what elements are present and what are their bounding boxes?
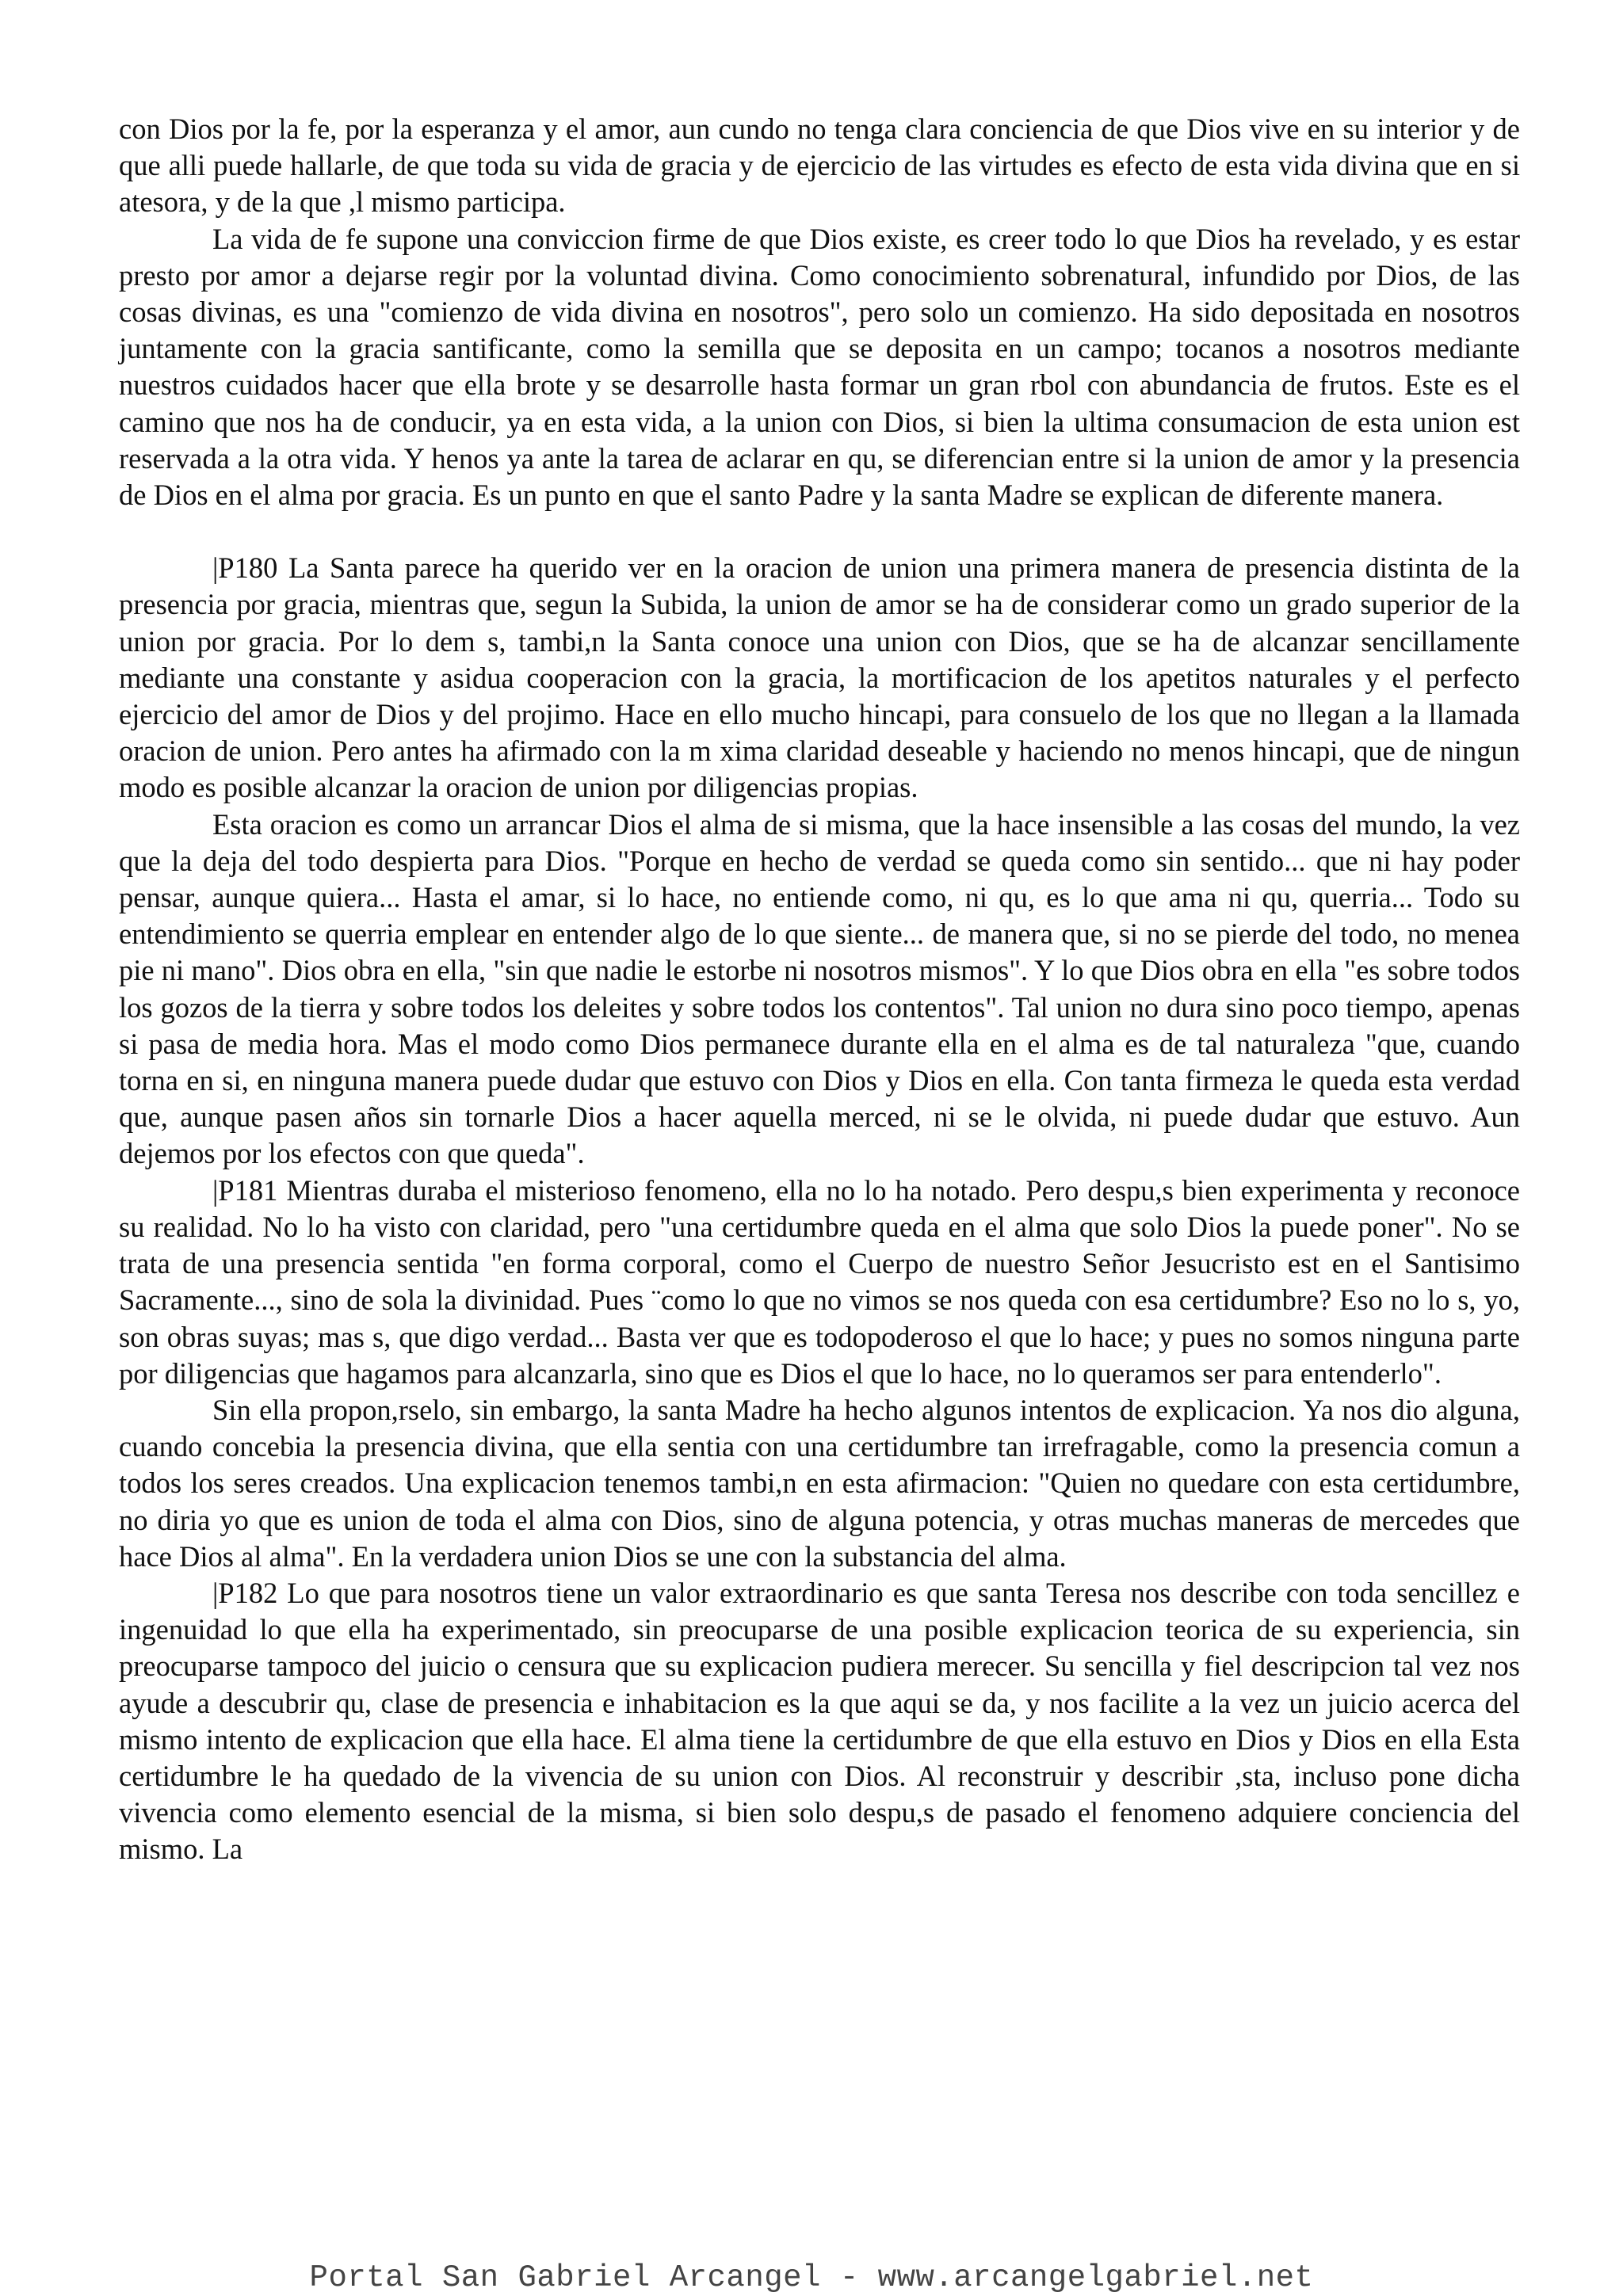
paragraph: La vida de fe supone una conviccion firme de que Dios existe, es creer todo lo que Dios ha revelado, y es estar presto por amor a dejarse regir por la voluntad divina. Como conocimiento sobrenatural, infundido por Dios, de las cosas divinas, es una "comienzo de vida divina en nosotros", pero solo un comienzo. Ha sido depositada en nosotros juntamente con la gracia santificante, como la semilla que se deposita en un campo; tocanos a nosotros mediante nuestros cuidados hacer que ella brote y se desarrolle hasta formar un gran rbol con abundancia de frutos. Este es el camino que nos ha de conducir, ya en esta vida, a la union con Dios, si bien la ultima consumacion de esta union est reservada a la otra vida. Y henos ya ante la tarea de aclarar en qu, se diferencian entre si la union de amor y la presencia de Dios en el alma por gracia. Es un punto en que el santo Padre y la santa Madre se explican de diferente manera.: [119, 222, 1520, 512]
paragraph: |P182 Lo que para nosotros tiene un valor extraordinario es que santa Teresa nos describe con toda sencillez e ingenuidad lo que ella ha experimentado, sin preocuparse de una posible explicacion teorica de su experiencia, sin preocuparse tampoco del juicio o censura que su explicacion pudiera merecer. Su sencilla y fiel descripcion tal vez nos ayude a descubrir qu, clase de presencia e inhabitacion es la que aqui se da, y nos facilite a la vez un juicio acerca del mismo intento de explicacion que ella hace. El alma tiene la certidumbre de que ella estuvo en Dios y Dios en ella Esta certidumbre le ha quedado de la vivencia de su union con Dios. Al reconstruir y describir ,sta, incluso pone dicha vivencia como elemento esencial de la misma, si bien solo despu,s de pasado el fenomeno adquiere conciencia del mismo. La: [119, 1576, 1520, 1866]
paragraph: |P180 La Santa parece ha querido ver en la oracion de union una primera manera de presencia distinta de la presencia por gracia, mientras que, segun la Subida, la union de amor se ha de considerar como un grado superior de la union por gracia. Por lo dem s, tambi,n la Santa conoce una union con Dios, que se ha de alcanzar sencillamente mediante una constante y asidua cooperacion con la gracia, la mortificacion de los apetitos naturales y el perfecto ejercicio del amor de Dios y del projimo. Hace en ello mucho hincapi, para consuelo de los que no llegan a la llamada oracion de union. Pero antes ha afirmado con la m xima claridad deseable y haciendo no menos hincapi, que de ningun modo es posible alcanzar la oracion de union por diligencias propias.: [119, 551, 1520, 804]
paragraph: Sin ella propon,rselo, sin embargo, la santa Madre ha hecho algunos intentos de explicacion. Ya nos dio alguna, cuando concebia la presencia divina, que ella sentia con una certidumbre tan irrefragable, como la presencia comun a todos los seres creados. Una explicacion tenemos tambi,n en esta afirmacion: "Quien no quedare con esta certidumbre, no diria yo que es union de toda el alma con Dios, sino de alguna potencia, y otras muchas maneras de mercedes que hace Dios al alma". En la verdadera union Dios se une con la substancia del alma.: [119, 1393, 1520, 1573]
page-footer: Portal San Gabriel Arcangel - www.arcangelgabriel.net: [309, 2260, 1314, 2295]
document-body: [119, 111, 1520, 1868]
paragraph: Esta oracion es como un arrancar Dios el alma de si misma, que la hace insensible a las cosas del mundo, la vez que la deja del todo despierta para Dios. "Porque en hecho de verdad se queda como sin sentido... que ni hay poder pensar, aunque quiera... Hasta el amar, si lo hace, no entiende como, ni qu, es lo que ama ni qu, querria... Todo su entendimiento se querria emplear en entender algo de lo que siente... de manera que, si no se pierde del todo, no menea pie ni mano". Dios obra en ella, "sin que nadie le estorbe ni nosotros mismos". Y lo que Dios obra en ella "es sobre todos los gozos de la tierra y sobre todos los deleites y sobre todos los contentos". Tal union no dura sino poco tiempo, apenas si pasa de media hora. Mas el modo como Dios permanece durante ella en el alma es de tal naturaleza "que, cuando torna en si, en ninguna manera puede dudar que estuvo con Dios y Dios en ella. Con tanta firmeza le queda esta verdad que, aunque pasen años sin tornarle Dios a hacer aquella merced, ni se le olvida, ni puede dudar que estuvo. Aun dejemos por los efectos con que queda".: [119, 807, 1520, 1170]
paragraph: |P181 Mientras duraba el misterioso fenomeno, ella no lo ha notado. Pero despu,s bien experimenta y reconoce su realidad. No lo ha visto con claridad, pero "una certidumbre queda en el alma que solo Dios la puede poner". No se trata de una presencia sentida "en forma corporal, como el Cuerpo de nuestro Señor Jesucristo est en el Santisimo Sacramente..., sino de sola la divinidad. Pues ¨como lo que no vimos se nos queda con esa certidumbre? Eso no lo s, yo, son obras suyas; mas s, que digo verdad... Basta ver que es todopoderoso el que lo hace; y pues no somos ninguna parte por diligencias que hagamos para alcanzarla, sino que es Dios el que lo hace, no lo queramos ser para entenderlo".: [119, 1173, 1520, 1390]
paragraph: con Dios por la fe, por la esperanza y el amor, aun cundo no tenga clara conciencia de que Dios vive en su interior y de que alli puede hallarle, de que toda su vida de gracia y de ejercicio de las virtudes es efecto de esta vida divina que en si atesora, y de la que ,l mismo participa.: [119, 113, 1520, 219]
